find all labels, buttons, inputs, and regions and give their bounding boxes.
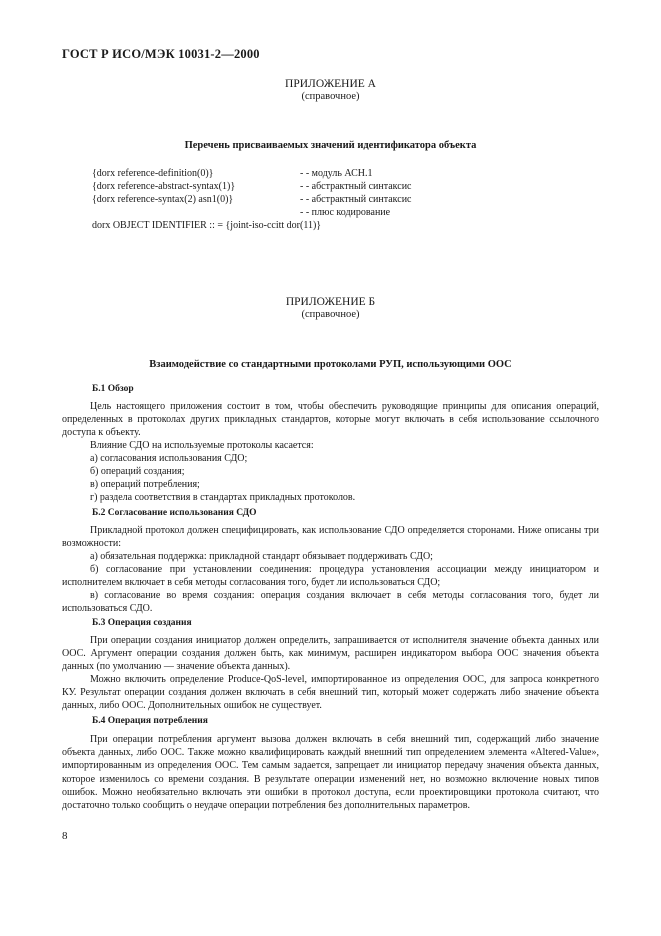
code-line-left: {dorx reference-definition(0)} bbox=[92, 168, 214, 179]
page-number: 8 bbox=[62, 830, 68, 842]
section-b4-paragraph: При операции потребления аргумент вызова должен включать в себя внешний тип, содержащий либо значение объекта данных, либо ООС. Также можно квалифицировать каждый внешний тип определением элемента «Altered-Value», импортированным из определения ООС. Тем самым задается, запрещает ли инициатор передачу значения объекта данных, которое изменилось со времени создания. В результате операции изменений нет, но возможно включение новых типов ошибок. Можно необязательно включать эти ошибки в протокол доступа, если проектировщики протокола считают, что достаточно только сообщить о неудаче операции потребления без дополнительных параметров. bbox=[62, 734, 599, 812]
section-b3-paragraph: Можно включить определение Produce-QoS-level, импортированное из определения ООС, для запроса конкретного КУ. Результат операции создания должен включать в себя внешний тип, который может содержать либо значение объекта данных, либо ООС. Дополнительных ошибок не существует. bbox=[62, 674, 599, 712]
list-item: г) раздела соответствия в стандартах прикладных протоколов. bbox=[90, 492, 356, 503]
code-line-comment: - - плюс кодирование bbox=[300, 207, 391, 218]
code-line-comment: - - абстрактный синтаксис bbox=[300, 194, 412, 205]
section-b1-title: Б.1 Обзор bbox=[92, 384, 134, 394]
list-item: б) согласование при установлении соединения: процедура установления ассоциации между инициатором и исполнителем включает в себя методы согласования того, будет ли использоваться СДО; bbox=[62, 564, 599, 589]
list-item: в) согласование во время создания: операция создания включает в себя методы согласования того, будет ли использоваться СДО. bbox=[62, 590, 599, 615]
section-b4-title: Б.4 Операция потребления bbox=[92, 716, 208, 726]
section-b3-title: Б.3 Операция создания bbox=[92, 618, 192, 628]
appendix-b-heading: Взаимодействие со стандартными протоколами РУП, использующими ООС bbox=[149, 359, 512, 370]
section-b1-paragraph: Цель настоящего приложения состоит в том, чтобы обеспечить руководящие принципы для описания операций, определенных в протоколах других прикладных стандартов, которые могут включать в себя использование ссылочного доступа к объекту. bbox=[62, 401, 599, 439]
section-b2-paragraph: Прикладной протокол должен специфицировать, как использование СДО определяется сторонами. Ниже описаны три возможности: bbox=[62, 525, 599, 550]
document-header: ГОСТ Р ИСО/МЭК 10031-2—2000 bbox=[62, 47, 260, 61]
code-line-left: {dorx reference-abstract-syntax(1)} bbox=[92, 181, 236, 192]
list-item: в) операций потребления; bbox=[90, 479, 200, 490]
code-line-left: {dorx reference-syntax(2) asn1(0)} bbox=[92, 194, 234, 205]
appendix-b-note: (справочное) bbox=[301, 309, 360, 320]
list-item: а) обязательная поддержка: прикладной стандарт обязывает поддерживать СДО; bbox=[90, 551, 433, 562]
section-b2-title: Б.2 Согласование использования СДО bbox=[92, 508, 257, 518]
appendix-b-title: ПРИЛОЖЕНИЕ Б bbox=[285, 296, 376, 308]
list-item: б) операций создания; bbox=[90, 466, 185, 477]
section-b3-paragraph: При операции создания инициатор должен определить, запрашивается от исполнителя значение объекта данных или ООС. Аргумент операции создания должен быть, как минимум, расширен индикатором выбора ООС значения объекта данных (по умолчанию — значение объекта данных). bbox=[62, 635, 599, 673]
section-b1-paragraph: Влияние СДО на используемые протоколы касается: bbox=[90, 440, 314, 451]
code-line-comment: - - абстрактный синтаксис bbox=[300, 181, 412, 192]
appendix-a-title: ПРИЛОЖЕНИЕ А bbox=[285, 78, 376, 90]
code-line-comment: - - модуль АСН.1 bbox=[300, 168, 373, 179]
list-item: а) согласования использования СДО; bbox=[90, 453, 248, 464]
appendix-a-note: (справочное) bbox=[301, 91, 360, 102]
code-line-object-identifier: dorx OBJECT IDENTIFIER :: = {joint-iso-ccitt dor(11)} bbox=[92, 220, 322, 231]
appendix-a-heading: Перечень присваиваемых значений идентификатора объекта bbox=[184, 140, 477, 151]
